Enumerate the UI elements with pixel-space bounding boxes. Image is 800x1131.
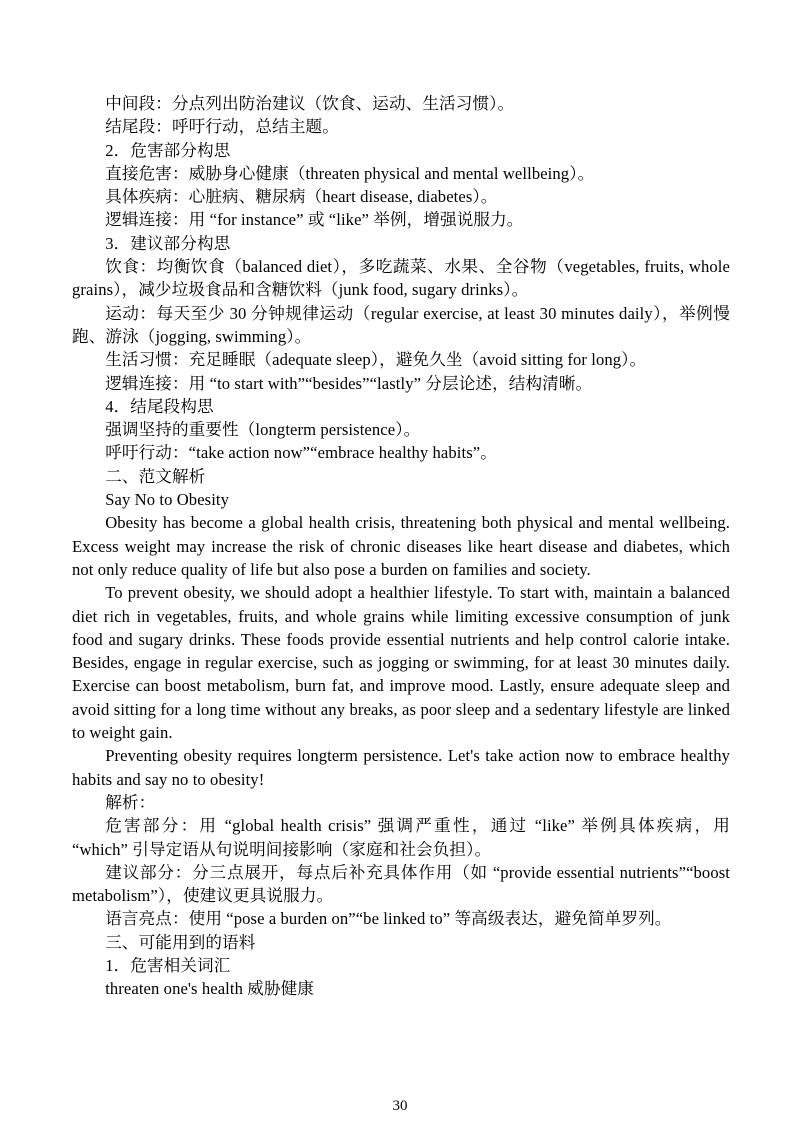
vocabulary-item: threaten one's health 威胁健康 <box>105 979 314 999</box>
paragraph-call-to-action: 呼吁行动：“take action now”“embrace healthy habits”。 <box>105 443 497 463</box>
section-heading-model-essay: 二、范文解析 <box>105 466 206 486</box>
page-number: 30 <box>392 1098 408 1114</box>
heading-analysis: 解析： <box>105 792 156 812</box>
essay-paragraph-1: Obesity has become a global health crisis, threatening both physical and mental wellbeing. Excess weight may increase the risk of chronic diseases like heart disease and diabetes, which not only reduce quality of life but also pose a burden on families and society. <box>72 513 730 579</box>
paragraph-diseases: 具体疾病：心脏病、糖尿病（heart disease, diabetes）。 <box>105 187 498 207</box>
essay-title: Say No to Obesity <box>105 490 230 510</box>
paragraph-analysis-suggestion: 建议部分：分三点展开，每点后补充具体作用（如 “provide essential nutrients”“boost metabolism”），使建议更具说服力。 <box>72 862 730 906</box>
paragraph-analysis-harm: 危害部分：用 “global health crisis” 强调严重性，通过 “like” 举例具体疾病，用 “which” 引导定语从句说明间接影响（家庭和社会负担）。 <box>72 816 730 859</box>
document-body <box>72 92 730 1001</box>
paragraph-logic-link-2: 逻辑连接：用 “to start with”“besides”“lastly” 分层论述，结构清晰。 <box>105 373 593 393</box>
paragraph-direct-harm: 直接危害：威胁身心健康（threaten physical and mental wellbeing）。 <box>105 163 595 183</box>
paragraph-outline-middle: 中间段：分点列出防治建议（饮食、运动、生活习惯）。 <box>105 94 515 113</box>
heading-suggestion-section: 3．建议部分构思 <box>105 233 231 253</box>
heading-ending-section: 4．结尾段构思 <box>105 396 214 416</box>
section-heading-vocabulary: 三、可能用到的语料 <box>105 932 256 952</box>
paragraph-analysis-language: 语言亮点：使用 “pose a burden on”“be linked to” 等高级表达，避免简单罗列。 <box>105 909 672 929</box>
essay-paragraph-2: To prevent obesity, we should adopt a healthier lifestyle. To start with, maintain a balanced diet rich in vegetables, fruits, and whole grains while limiting excessive consumption of junk food and sugary drinks. These foods provide essential nutrients and help control calorie intake. Besides, engage in regular exercise, such as jogging or swimming, for at least 30 minutes daily. Exercise can boost metabolism, burn fat, and improve mood. Lastly, ensure adequate sleep and avoid sitting for a long time without any breaks, as poor sleep and a sedentary lifestyle are linked to weight gain. <box>72 583 730 743</box>
essay-paragraph-3: Preventing obesity requires longterm persistence. Let's take action now to embrace healthy habits and say no to obesity! <box>72 746 730 789</box>
heading-harm-section: 2．危害部分构思 <box>105 140 231 160</box>
paragraph-lifestyle: 生活习惯：充足睡眠（adequate sleep），避免久坐（avoid sitting for long）。 <box>105 350 647 370</box>
paragraph-persistence: 强调坚持的重要性（longterm persistence）。 <box>105 420 421 440</box>
heading-harm-vocabulary: 1．危害相关词汇 <box>105 955 231 975</box>
paragraph-outline-ending: 结尾段：呼吁行动，总结主题。 <box>105 117 339 137</box>
paragraph-exercise: 运动：每天至少 30 分钟规律运动（regular exercise, at least 30 minutes daily），举例慢跑、游泳（jogging, swimming）。 <box>72 303 730 346</box>
paragraph-logic-link-1: 逻辑连接：用 “for instance” 或 “like” 举例，增强说服力。 <box>105 210 524 230</box>
paragraph-diet: 饮食：均衡饮食（balanced diet），多吃蔬菜、水果、全谷物（vegetables, fruits, whole grains），减少垃圾食品和含糖饮料（junk food, sugary drinks）。 <box>72 257 730 300</box>
